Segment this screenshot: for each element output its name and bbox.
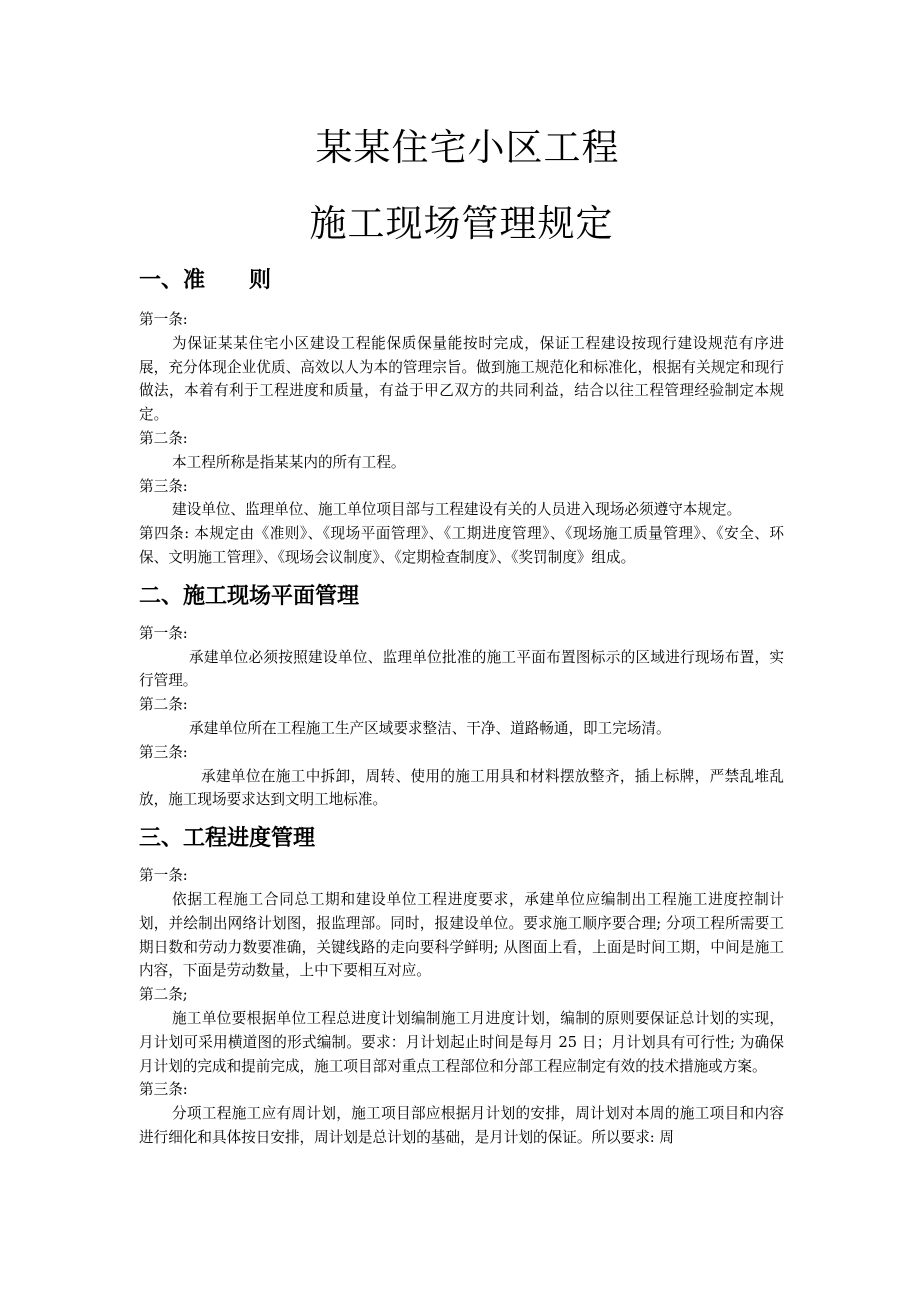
document-title-line1: 某某住宅小区工程 (315, 126, 620, 169)
article-label: 第一条: (139, 867, 188, 885)
article-text: 第四条: 本规定由《准则》、《现场平面管理》、《工期进度管理》、《现场施工质量管理》、《安全、环保、文明施工管理》、《现场会议制度》、《定期检查制度》、《奖罚制度》组成。 (139, 525, 784, 566)
article-text: 本工程所称是指某某内的所有工程。 (172, 453, 406, 471)
article-label: 第二条: (139, 696, 188, 714)
section-heading: 一、准 则 (139, 268, 272, 293)
article-label: 第一条: (139, 311, 188, 328)
article-text: 依据工程施工合同总工期和建设单位工程进度要求，承建单位应编制出工程施工进度控制计划，并绘制出网络计划图，报监理部。同时，报建设单位。要求施工顺序要合理; 分项工程所需要工期日数和劳动力数要准确，关键线路的走向要科学鲜明; 从图面上看，上面是时间工期，中间是施工内容，下面是劳动数量，上中下要相互对应。 (139, 890, 784, 980)
section-heading: 三、工程进度管理 (139, 826, 316, 852)
article-label: 第三条: (139, 1081, 188, 1099)
article-text: 承建单位所在工程施工生产区域要求整洁、干净、道路畅通，即工完场清。 (189, 719, 671, 737)
article-label: 第二条: (139, 429, 188, 447)
article-text: 分项工程施工应有周计划，施工项目部应根据月计划的安排，周计划对本周的施工项目和内容进行细化和具体按日安排，周计划是总计划的基础，是月计划的保证。所以要求: 周 (139, 1105, 784, 1146)
article-label: 第三条: (139, 477, 188, 495)
article-label: 第一条: (139, 624, 188, 642)
article-text: 承建单位必须按照建设单位、监理单位批准的施工平面布置图标示的区域进行现场布置，实行管理。 (139, 648, 784, 690)
article-text: 为保证某某住宅小区建设工程能保质保量能按时完成，保证工程建设按现行建设规范有序进展，充分体现企业优质、高效以人为本的管理宗旨。做到施工规范化和标准化，根据有关规定和现行做法，本着有利于工程进度和质量，有益于甲乙双方的共同利益，结合以往工程管理经验制定本规定。 (139, 334, 784, 424)
document-page (139, 120, 784, 1150)
article-text: 施工单位要根据单位工程总进度计划编制施工月进度计划，编制的原则要保证总计划的实现，月计划可采用横道图的形式编制。要求：月计划起止时间是每月 25 日；月计划具有可行性; 为确保月计划的完成和提前完成，施工项目部对重点工程部位和分部工程应制定有效的技术措施或方案。 (139, 1009, 784, 1075)
article-label: 第二条; (139, 986, 188, 1004)
section-heading: 二、施工现场平面管理 (139, 583, 360, 609)
article-text: 建设单位、监理单位、施工单位项目部与工程建设有关的人员进入现场必须遵守本规定。 (172, 501, 742, 519)
article-text: 承建单位在施工中拆卸，周转、使用的施工用具和材料摆放整齐，插上标牌，严禁乱堆乱放，施工现场要求达到文明工地标准。 (139, 767, 784, 809)
article-label: 第三条: (139, 743, 188, 761)
document-title-line2: 施工现场管理规定 (309, 202, 614, 245)
